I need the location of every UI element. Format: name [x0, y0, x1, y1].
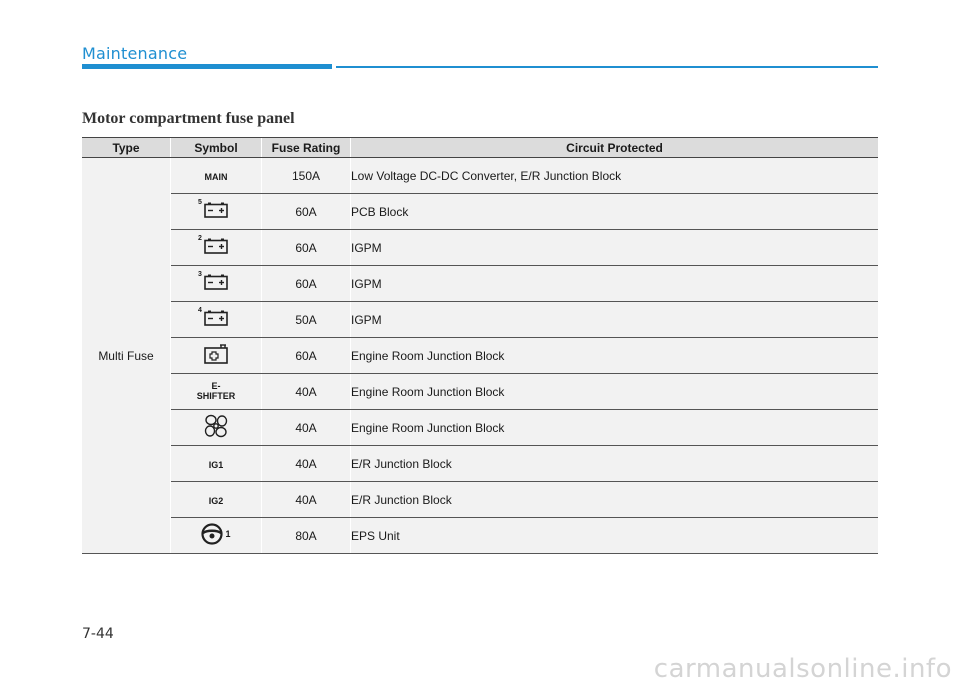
battery-icon [204, 310, 228, 326]
symbol-cell [171, 446, 262, 482]
circuit-protected-cell: PCB Block [351, 194, 879, 230]
column-header-fuse-rating: Fuse Rating [262, 138, 351, 158]
symbol-wrap [198, 271, 228, 290]
fuse-rating-cell: 60A [262, 194, 351, 230]
battery-icon [204, 274, 228, 290]
fuse-table [82, 137, 878, 554]
table-row [82, 230, 878, 266]
section-title: Motor compartment fuse panel [82, 110, 295, 127]
symbol-suffix: 1 [225, 529, 231, 539]
column-header-circuit-protected: Circuit Protected [351, 138, 879, 158]
symbol-cell [171, 410, 262, 446]
circuit-protected-cell: Engine Room Junction Block [351, 410, 879, 446]
symbol-cell [171, 374, 262, 410]
circuit-protected-cell: Low Voltage DC-DC Converter, E/R Junction Block [351, 158, 879, 194]
circuit-protected-cell: EPS Unit [351, 518, 879, 554]
table-row [82, 374, 878, 410]
table-row [82, 302, 878, 338]
symbol-superscript: 2 [198, 235, 202, 242]
table-row [82, 266, 878, 302]
table-row [82, 482, 878, 518]
symbol-wrap [198, 235, 228, 254]
symbol-cell [171, 158, 262, 194]
circuit-protected-cell: Engine Room Junction Block [351, 338, 879, 374]
symbol-wrap [201, 523, 230, 545]
symbol-text: IG2 [208, 495, 224, 506]
fuse-rating-cell: 80A [262, 518, 351, 554]
symbol-text: MAIN [204, 171, 228, 182]
battery-icon [204, 202, 228, 218]
battery-icon [204, 238, 228, 254]
fuse-rating-cell: 150A [262, 158, 351, 194]
fuse-rating-cell: 50A [262, 302, 351, 338]
column-header-type: Type [82, 138, 171, 158]
circuit-protected-cell: E/R Junction Block [351, 482, 879, 518]
circuit-protected-cell: Engine Room Junction Block [351, 374, 879, 410]
table-row [82, 518, 878, 554]
circuit-protected-cell: IGPM [351, 230, 879, 266]
symbol-wrap [204, 344, 228, 364]
symbol-cell [171, 482, 262, 518]
symbol-cell [171, 266, 262, 302]
circuit-protected-cell: IGPM [351, 266, 879, 302]
symbol-text: E- SHIFTER [196, 381, 236, 401]
table-header-row [82, 138, 878, 158]
symbol-wrap [203, 413, 229, 439]
table-row [82, 338, 878, 374]
column-header-symbol: Symbol [171, 138, 262, 158]
table-row [82, 158, 878, 194]
symbol-cell [171, 338, 262, 374]
symbol-cell [171, 518, 262, 554]
circuit-protected-cell: E/R Junction Block [351, 446, 879, 482]
fuse-rating-cell: 40A [262, 374, 351, 410]
watermark: carmanualsonline.info [653, 654, 952, 684]
fuse-rating-cell: 40A [262, 410, 351, 446]
symbol-cell [171, 230, 262, 266]
symbol-text: IG1 [208, 459, 224, 470]
header-rule-thick [82, 64, 332, 69]
page-number: 7-44 [82, 626, 114, 642]
table-row [82, 410, 878, 446]
symbol-superscript: 3 [198, 271, 202, 278]
symbol-cell [171, 302, 262, 338]
header-rule-thin [336, 66, 878, 68]
fuse-rating-cell: 60A [262, 230, 351, 266]
fan-icon [203, 413, 229, 439]
symbol-superscript: 5 [198, 199, 202, 206]
circuit-protected-cell: IGPM [351, 302, 879, 338]
fuse-rating-cell: 60A [262, 338, 351, 374]
table-row [82, 446, 878, 482]
type-cell: Multi Fuse [82, 158, 171, 554]
header-title: Maintenance [82, 44, 188, 63]
fuse-rating-cell: 40A [262, 482, 351, 518]
symbol-wrap [198, 307, 228, 326]
symbol-cell [171, 194, 262, 230]
engine-icon [204, 344, 228, 364]
symbol-wrap [198, 199, 228, 218]
steering-wheel-icon [201, 523, 223, 545]
fuse-rating-cell: 60A [262, 266, 351, 302]
symbol-superscript: 4 [198, 307, 202, 314]
fuse-table-body [82, 158, 878, 554]
fuse-rating-cell: 40A [262, 446, 351, 482]
table-row [82, 194, 878, 230]
